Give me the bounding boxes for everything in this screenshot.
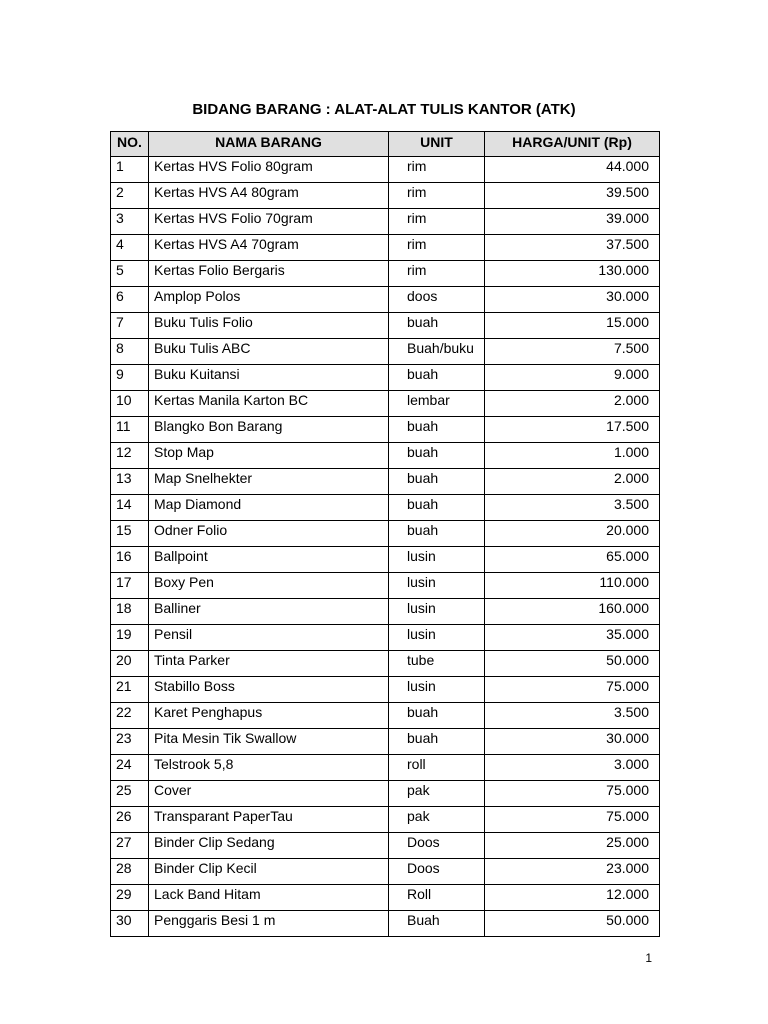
row-number: 3 — [111, 209, 149, 235]
table-row — [111, 807, 660, 833]
row-number: 6 — [111, 287, 149, 313]
table-row — [111, 755, 660, 781]
item-name: Buku Tulis ABC — [149, 339, 389, 365]
row-number: 20 — [111, 651, 149, 677]
table-row — [111, 911, 660, 937]
header-no: NO. — [111, 132, 149, 157]
atk-price-table — [110, 131, 660, 937]
item-unit: buah — [389, 443, 485, 469]
header-unit: UNIT — [389, 132, 485, 157]
item-name: Boxy Pen — [149, 573, 389, 599]
item-unit: rim — [389, 157, 485, 183]
item-price: 160.000 — [485, 599, 660, 625]
item-name: Karet Penghapus — [149, 703, 389, 729]
item-price: 20.000 — [485, 521, 660, 547]
item-name: Binder Clip Kecil — [149, 859, 389, 885]
item-unit: buah — [389, 495, 485, 521]
item-name: Kertas HVS Folio 80gram — [149, 157, 389, 183]
table-header-row — [111, 132, 660, 157]
row-number: 13 — [111, 469, 149, 495]
item-unit: rim — [389, 235, 485, 261]
item-price: 75.000 — [485, 781, 660, 807]
row-number: 8 — [111, 339, 149, 365]
row-number: 18 — [111, 599, 149, 625]
table-row — [111, 651, 660, 677]
item-name: Amplop Polos — [149, 287, 389, 313]
item-price: 2.000 — [485, 391, 660, 417]
item-price: 39.000 — [485, 209, 660, 235]
item-price: 3.500 — [485, 703, 660, 729]
item-price: 35.000 — [485, 625, 660, 651]
item-price: 44.000 — [485, 157, 660, 183]
item-price: 17.500 — [485, 417, 660, 443]
table-row — [111, 235, 660, 261]
row-number: 12 — [111, 443, 149, 469]
item-unit: buah — [389, 313, 485, 339]
item-price: 39.500 — [485, 183, 660, 209]
table-row — [111, 859, 660, 885]
row-number: 1 — [111, 157, 149, 183]
row-number: 15 — [111, 521, 149, 547]
row-number: 24 — [111, 755, 149, 781]
item-unit: lusin — [389, 677, 485, 703]
item-unit: buah — [389, 703, 485, 729]
item-unit: rim — [389, 209, 485, 235]
item-price: 3.000 — [485, 755, 660, 781]
item-name: Pensil — [149, 625, 389, 651]
item-unit: rim — [389, 261, 485, 287]
table-row — [111, 209, 660, 235]
item-name: Cover — [149, 781, 389, 807]
item-price: 7.500 — [485, 339, 660, 365]
row-number: 25 — [111, 781, 149, 807]
item-name: Penggaris Besi 1 m — [149, 911, 389, 937]
table-row — [111, 313, 660, 339]
row-number: 29 — [111, 885, 149, 911]
item-price: 9.000 — [485, 365, 660, 391]
row-number: 2 — [111, 183, 149, 209]
item-unit: Roll — [389, 885, 485, 911]
item-unit: Doos — [389, 833, 485, 859]
row-number: 17 — [111, 573, 149, 599]
item-unit: pak — [389, 781, 485, 807]
item-unit: lembar — [389, 391, 485, 417]
item-name: Blangko Bon Barang — [149, 417, 389, 443]
table-row — [111, 261, 660, 287]
item-unit: lusin — [389, 573, 485, 599]
row-number: 5 — [111, 261, 149, 287]
item-unit: roll — [389, 755, 485, 781]
table-row — [111, 417, 660, 443]
item-price: 15.000 — [485, 313, 660, 339]
item-name: Transparant PaperTau — [149, 807, 389, 833]
table-row — [111, 521, 660, 547]
table-row — [111, 573, 660, 599]
item-name: Map Diamond — [149, 495, 389, 521]
item-price: 1.000 — [485, 443, 660, 469]
row-number: 19 — [111, 625, 149, 651]
row-number: 26 — [111, 807, 149, 833]
item-price: 3.500 — [485, 495, 660, 521]
row-number: 21 — [111, 677, 149, 703]
row-number: 22 — [111, 703, 149, 729]
item-name: Pita Mesin Tik Swallow — [149, 729, 389, 755]
item-name: Binder Clip Sedang — [149, 833, 389, 859]
item-price: 50.000 — [485, 911, 660, 937]
item-name: Tinta Parker — [149, 651, 389, 677]
item-name: Kertas HVS A4 70gram — [149, 235, 389, 261]
item-price: 37.500 — [485, 235, 660, 261]
item-name: Kertas Folio Bergaris — [149, 261, 389, 287]
table-row — [111, 599, 660, 625]
item-name: Ballpoint — [149, 547, 389, 573]
item-price: 25.000 — [485, 833, 660, 859]
document-title: BIDANG BARANG : ALAT-ALAT TULIS KANTOR (ATK) — [192, 101, 576, 118]
item-name: Buku Kuitansi — [149, 365, 389, 391]
item-unit: pak — [389, 807, 485, 833]
item-unit: buah — [389, 417, 485, 443]
item-name: Stabillo Boss — [149, 677, 389, 703]
item-unit: tube — [389, 651, 485, 677]
item-price: 23.000 — [485, 859, 660, 885]
row-number: 16 — [111, 547, 149, 573]
item-name: Kertas Manila Karton BC — [149, 391, 389, 417]
table-row — [111, 885, 660, 911]
row-number: 4 — [111, 235, 149, 261]
table-row — [111, 547, 660, 573]
item-name: Balliner — [149, 599, 389, 625]
table-row — [111, 677, 660, 703]
table-row — [111, 157, 660, 183]
item-price: 30.000 — [485, 287, 660, 313]
table-row — [111, 443, 660, 469]
table-row — [111, 625, 660, 651]
item-price: 110.000 — [485, 573, 660, 599]
item-price: 2.000 — [485, 469, 660, 495]
item-unit: lusin — [389, 547, 485, 573]
item-price: 130.000 — [485, 261, 660, 287]
item-name: Kertas HVS A4 80gram — [149, 183, 389, 209]
row-number: 28 — [111, 859, 149, 885]
item-price: 75.000 — [485, 807, 660, 833]
item-unit: lusin — [389, 599, 485, 625]
header-price: HARGA/UNIT (Rp) — [485, 132, 660, 157]
item-unit: lusin — [389, 625, 485, 651]
item-name: Buku Tulis Folio — [149, 313, 389, 339]
item-price: 65.000 — [485, 547, 660, 573]
table-row — [111, 287, 660, 313]
item-unit: Buah — [389, 911, 485, 937]
item-unit: Buah/buku — [389, 339, 485, 365]
item-unit: doos — [389, 287, 485, 313]
table-body — [111, 157, 660, 937]
row-number: 10 — [111, 391, 149, 417]
item-price: 30.000 — [485, 729, 660, 755]
table-row — [111, 495, 660, 521]
row-number: 7 — [111, 313, 149, 339]
item-unit: rim — [389, 183, 485, 209]
table-row — [111, 703, 660, 729]
item-unit: buah — [389, 469, 485, 495]
page-number: 1 — [645, 951, 652, 965]
item-price: 75.000 — [485, 677, 660, 703]
item-price: 12.000 — [485, 885, 660, 911]
item-price: 50.000 — [485, 651, 660, 677]
table-row — [111, 833, 660, 859]
item-unit: buah — [389, 729, 485, 755]
row-number: 9 — [111, 365, 149, 391]
table-row — [111, 339, 660, 365]
item-name: Kertas HVS Folio 70gram — [149, 209, 389, 235]
table-row — [111, 729, 660, 755]
table-row — [111, 183, 660, 209]
item-name: Lack Band Hitam — [149, 885, 389, 911]
table-row — [111, 391, 660, 417]
table-row — [111, 781, 660, 807]
row-number: 23 — [111, 729, 149, 755]
table-row — [111, 365, 660, 391]
item-unit: buah — [389, 521, 485, 547]
item-unit: Doos — [389, 859, 485, 885]
row-number: 30 — [111, 911, 149, 937]
item-unit: buah — [389, 365, 485, 391]
header-item-name: NAMA BARANG — [149, 132, 389, 157]
row-number: 14 — [111, 495, 149, 521]
table-row — [111, 469, 660, 495]
row-number: 27 — [111, 833, 149, 859]
item-name: Map Snelhekter — [149, 469, 389, 495]
item-name: Stop Map — [149, 443, 389, 469]
row-number: 11 — [111, 417, 149, 443]
item-name: Telstrook 5,8 — [149, 755, 389, 781]
item-name: Odner Folio — [149, 521, 389, 547]
